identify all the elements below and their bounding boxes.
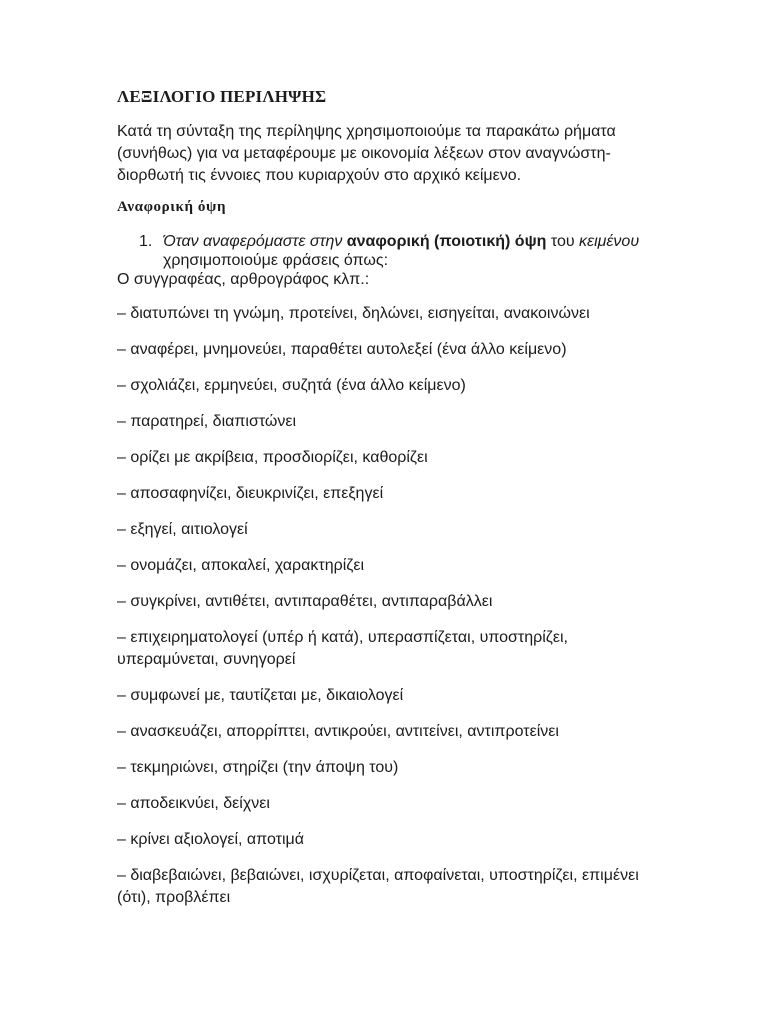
verb-group-item: – διαβεβαιώνει, βεβαιώνει, ισχυρίζεται, αποφαίνεται, υποστηρίζει, επιμένει (ότι), προβλέπει	[117, 867, 639, 906]
numbered-item	[117, 232, 657, 270]
verb-group-item: – επιχειρηματολογεί (υπέρ ή κατά), υπερασπίζεται, υποστηρίζει, υπεραμύνεται, συνηγορεί	[117, 629, 568, 668]
verb-group-item: – αποδεικνύει, δείχνει	[117, 795, 270, 812]
document-content	[117, 86, 657, 909]
verb-group-item: – παρατηρεί, διαπιστώνει	[117, 413, 297, 430]
lead-line: Ο συγγραφέας, αρθρογράφος κλπ.:	[117, 271, 370, 288]
verb-group-item: – εξηγεί, αιτιολογεί	[117, 521, 248, 538]
italic-phrase: Όταν αναφερόμαστε στην	[163, 233, 343, 250]
document-title: ΛΕΞΙΛΟΓΙΟ ΠΕΡΙΛΗΨΗΣ	[117, 87, 327, 106]
verb-group-item: – αναφέρει, μνημονεύει, παραθέτει αυτολεξεί (ένα άλλο κείμενο)	[117, 341, 567, 358]
italic-phrase-2: κειμένου	[579, 233, 640, 250]
plain-phrase: του	[550, 233, 575, 250]
intro-paragraph: Κατά τη σύνταξη της περίληψης χρησιμοποιούμε τα παρακάτω ρήματα (συνήθως) για να μεταφέρουμε με οικονομία λέξεων στον αναγνώστη- διορθωτή τις έννοιες που κυριαρχούν στο αρχικό κείμενο.	[117, 123, 616, 184]
numbered-item-text	[163, 232, 657, 270]
bold-phrase: αναφορική (ποιοτική) όψη	[346, 233, 547, 250]
verb-list	[117, 303, 657, 909]
verb-group-item: – τεκμηριώνει, στηρίζει (την άποψη του)	[117, 759, 399, 776]
verb-group-item: – ορίζει με ακρίβεια, προσδιορίζει, καθορίζει	[117, 449, 428, 466]
verb-group-item: – κρίνει αξιολογεί, αποτιμά	[117, 831, 305, 848]
verb-group-item: – ανασκευάζει, απορρίπτει, αντικρούει, αντιτείνει, αντιπροτείνει	[117, 723, 559, 740]
verb-group-item: – συμφωνεί με, ταυτίζεται με, δικαιολογεί	[117, 687, 404, 704]
verb-group-item: – συγκρίνει, αντιθέτει, αντιπαραθέτει, αντιπαραβάλλει	[117, 593, 493, 610]
plain-phrase-2: χρησιμοποιούμε φράσεις όπως:	[163, 252, 389, 269]
verb-group-item: – ονομάζει, αποκαλεί, χαρακτηρίζει	[117, 557, 365, 574]
verb-group-item: – διατυπώνει τη γνώμη, προτείνει, δηλώνει, εισηγείται, ανακοινώνει	[117, 305, 590, 322]
verb-group-item: – σχολιάζει, ερμηνεύει, συζητά (ένα άλλο κείμενο)	[117, 377, 466, 394]
item-number: 1.	[139, 233, 153, 250]
section-heading: Αναφορική όψη	[117, 199, 227, 215]
verb-group-item: – αποσαφηνίζει, διευκρινίζει, επεξηγεί	[117, 485, 384, 502]
